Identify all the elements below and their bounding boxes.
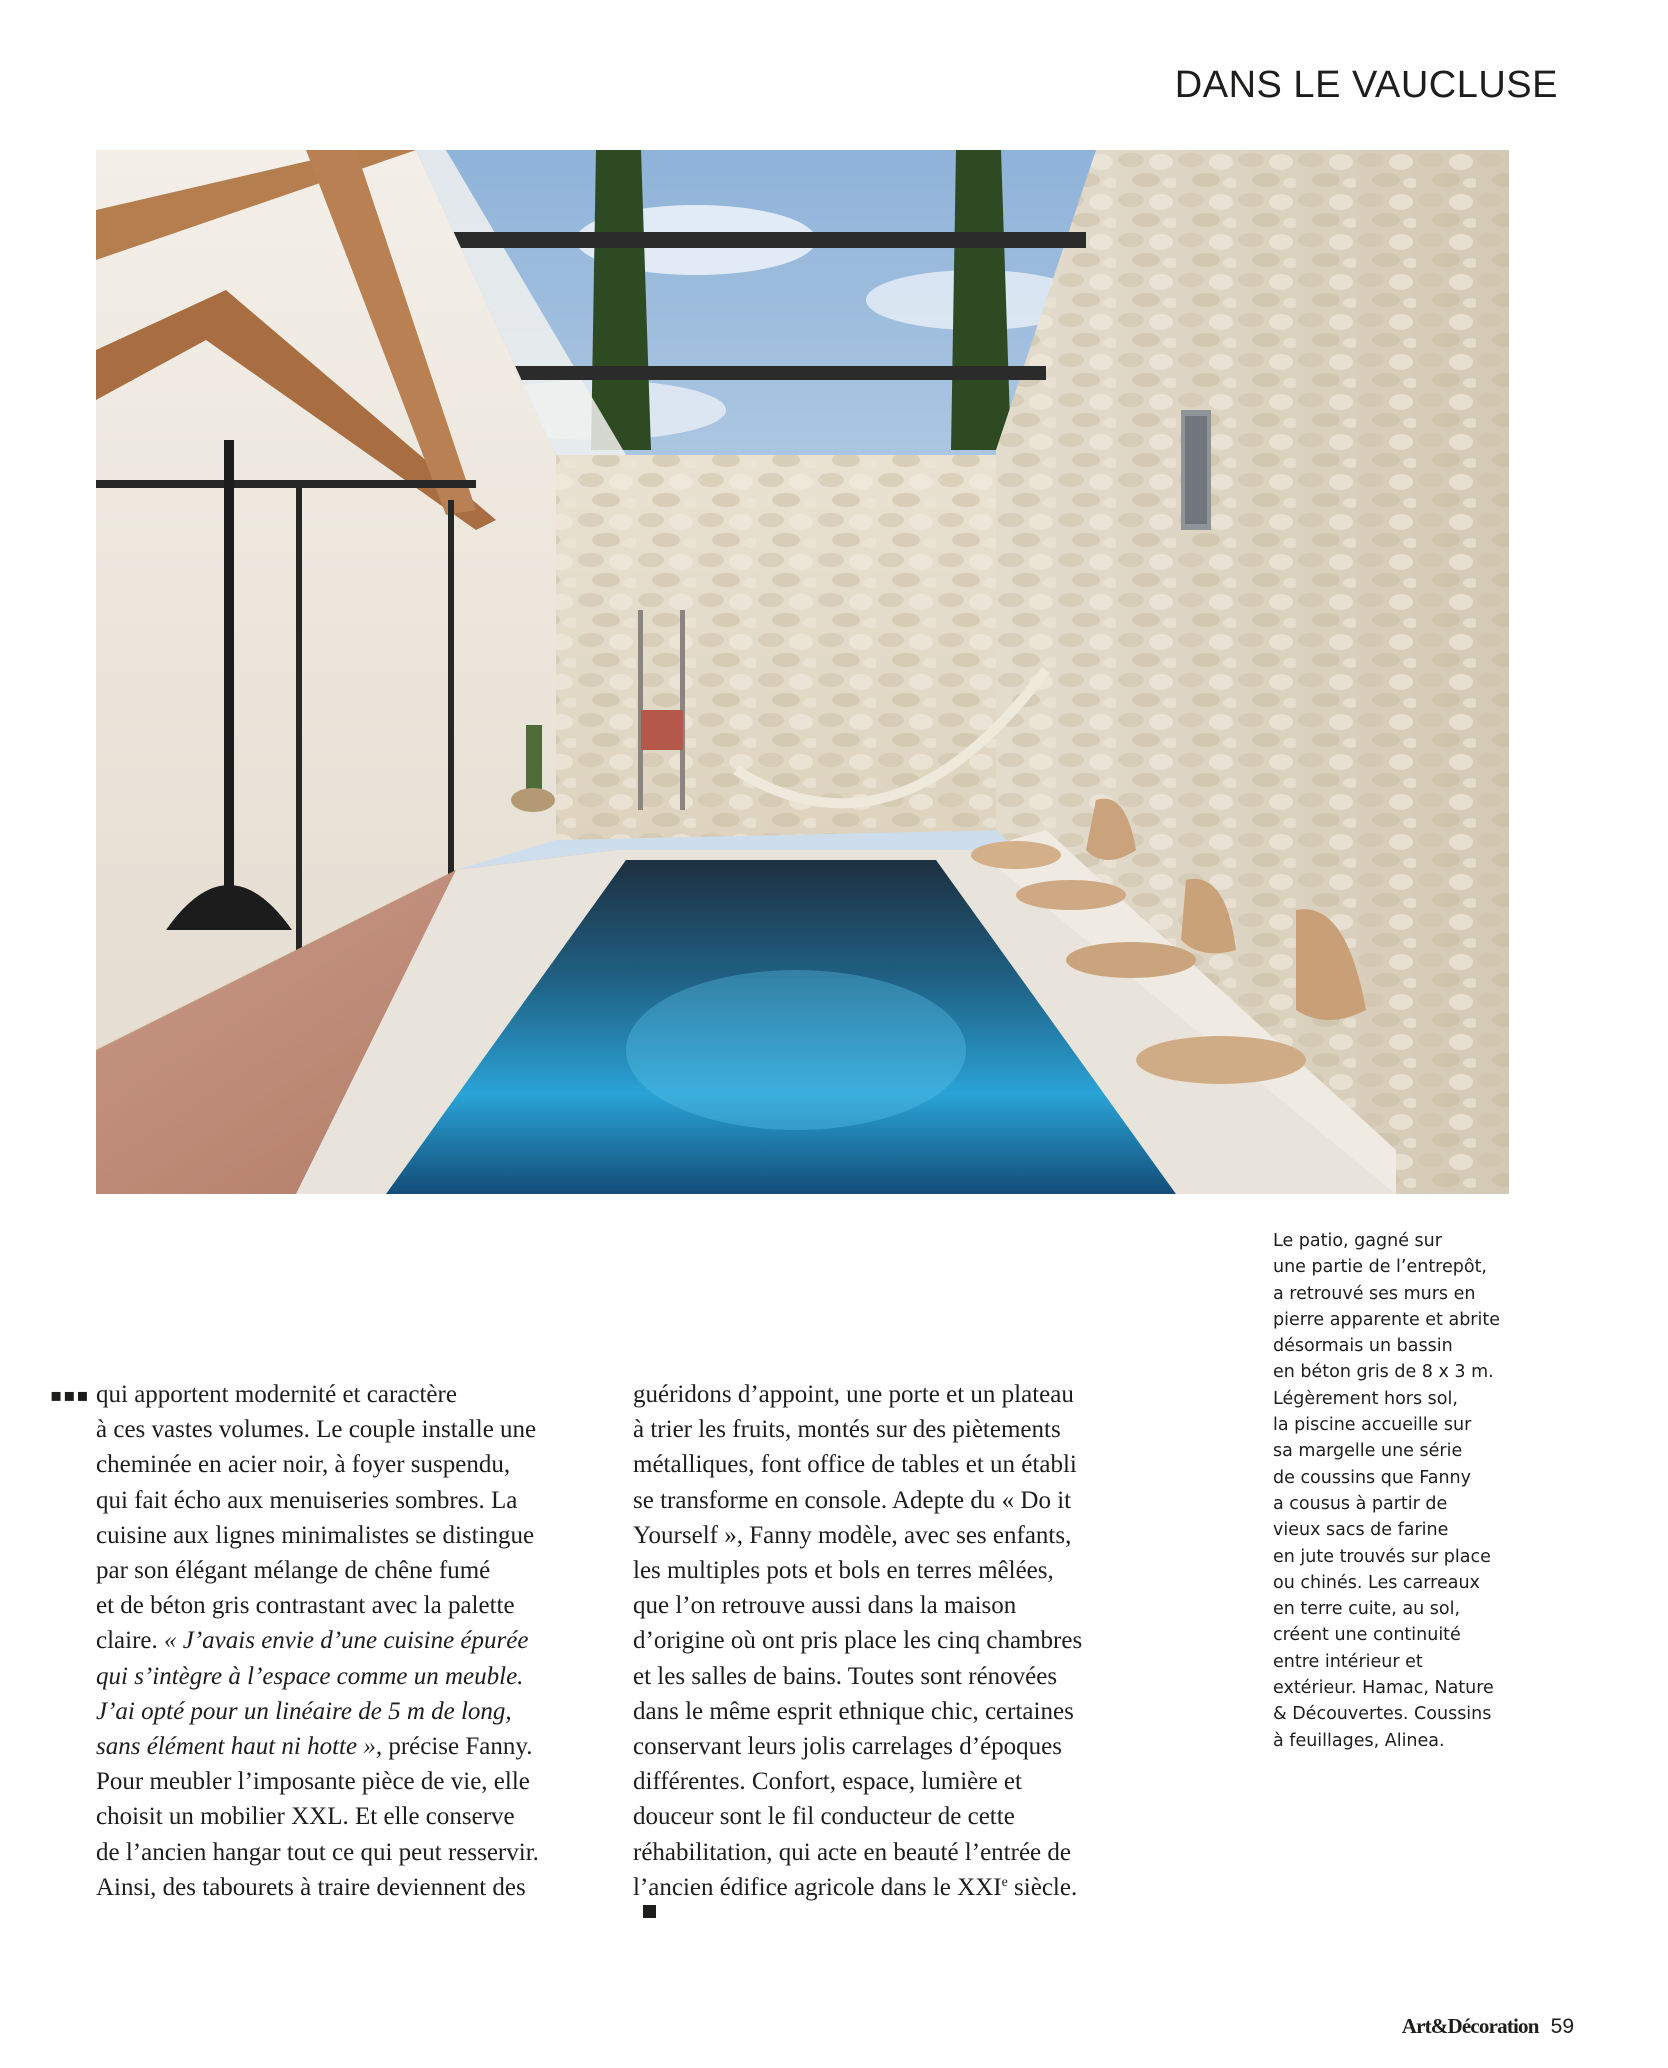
body-line: Yourself », Fanny modèle, avec ses enfants, [633,1521,1072,1549]
body-line-last [633,1870,1153,1918]
photo-caption [1273,1228,1513,1754]
body-line: choisit un mobilier XXL. Et elle conserve [96,1803,515,1831]
article-column-left [50,1377,596,1905]
body-line: guéridons d’appoint, une porte et un plateau [633,1381,1074,1408]
body-line: et les salles de bains. Toutes sont rénovées [633,1662,1058,1690]
body-line: à ces vastes volumes. Le couple installe une [96,1416,537,1444]
caption-line: de coussins que Fanny [1273,1467,1471,1488]
body-text: siècle. [1007,1873,1078,1901]
body-line: dans le même esprit ethnique chic, certaines [633,1697,1074,1725]
body-line: les multiples pots et bols en terres mêlées, [633,1557,1054,1585]
body-line: qui apportent modernité et caractère [96,1381,457,1408]
quote-text: « J’avais envie d’une cuisine épurée [164,1627,529,1655]
caption-line: entre intérieur et [1273,1651,1423,1672]
quote-line: qui s’intègre à l’espace comme un meuble. [96,1662,524,1690]
caption-line: en béton gris de 8 x 3 m. [1273,1362,1494,1383]
caption-line: sa margelle une série [1273,1441,1463,1462]
body-line: différentes. Confort, espace, lumière et [633,1768,1022,1796]
body-line: métalliques, font office de tables et un établi [633,1451,1077,1479]
body-line-mixed [96,1729,596,1764]
article-column-right [633,1377,1153,1918]
caption-line: Légèrement hors sol, [1273,1388,1458,1409]
caption-line: Le patio, gagné sur [1273,1231,1442,1251]
body-line: douceur sont le fil conducteur de cette [633,1803,1015,1831]
caption-line: vieux sacs de farine [1273,1520,1449,1541]
quote-text: sans élément haut ni hotte », [96,1733,383,1761]
body-line: qui fait écho aux menuiseries sombres. La [96,1486,518,1514]
caption-line: à feuillages, Alinea. [1273,1730,1445,1751]
body-text: précise Fanny. [382,1733,533,1761]
caption-line: une partie de l’entrepôt, [1273,1257,1487,1278]
body-line: conservant leurs jolis carrelages d’époques [633,1733,1063,1761]
body-line: d’origine où ont pris place les cinq chambres [633,1627,1083,1655]
body-line: Pour meubler l’imposante pièce de vie, elle [96,1768,530,1796]
caption-line: désormais un bassin [1273,1336,1453,1357]
caption-line: a cousus à partir de [1273,1493,1448,1514]
caption-line: a retrouvé ses murs en [1273,1283,1476,1304]
body-line: cheminée en acier noir, à foyer suspendu, [96,1451,511,1479]
body-line: de l’ancien hangar tout ce qui peut resservir. [96,1838,539,1866]
body-line-mixed [96,1623,596,1658]
body-line: Ainsi, des tabourets à traire deviennent des [96,1873,526,1901]
body-text: l’ancien édifice agricole dans le XXI [633,1873,1002,1901]
body-line: réhabilitation, qui acte en beauté l’entrée de [633,1838,1071,1866]
body-line: que l’on retrouve aussi dans la maison [633,1592,1017,1620]
section-title: DANS LE VAUCLUSE [1174,64,1558,106]
caption-line: ou chinés. Les carreaux [1273,1572,1480,1593]
caption-line: extérieur. Hamac, Nature [1273,1678,1494,1699]
continuation-marker: ▪▪▪ [50,1385,90,1406]
caption-line: en jute trouvés sur place [1273,1546,1491,1567]
body-line: à trier les fruits, montés sur des piètements [633,1416,1061,1444]
caption-line: en terre cuite, au sol, [1273,1599,1461,1620]
magazine-logo: Art&Décoration [1401,2014,1539,2038]
body-text: claire. [96,1627,165,1655]
superscript: e [1001,1874,1008,1890]
patio-pool-photo [96,150,1509,1194]
body-line: se transforme en console. Adepte du « Do it [633,1486,1072,1514]
caption-line: la piscine accueille sur [1273,1415,1472,1436]
caption-line: pierre apparente et abrite [1273,1309,1500,1330]
quote-line: J’ai opté pour un linéaire de 5 m de long, [96,1697,512,1725]
end-of-article-mark [643,1905,656,1918]
body-line: par son élégant mélange de chêne fumé [96,1557,491,1585]
page-footer [1402,2014,1574,2039]
caption-line: créent une continuité [1273,1625,1461,1646]
page-number: 59 [1550,2015,1574,2038]
body-line: cuisine aux lignes minimalistes se distingue [96,1521,535,1549]
caption-line: & Découvertes. Coussins [1273,1704,1492,1725]
body-line: et de béton gris contrastant avec la palette [96,1592,515,1620]
